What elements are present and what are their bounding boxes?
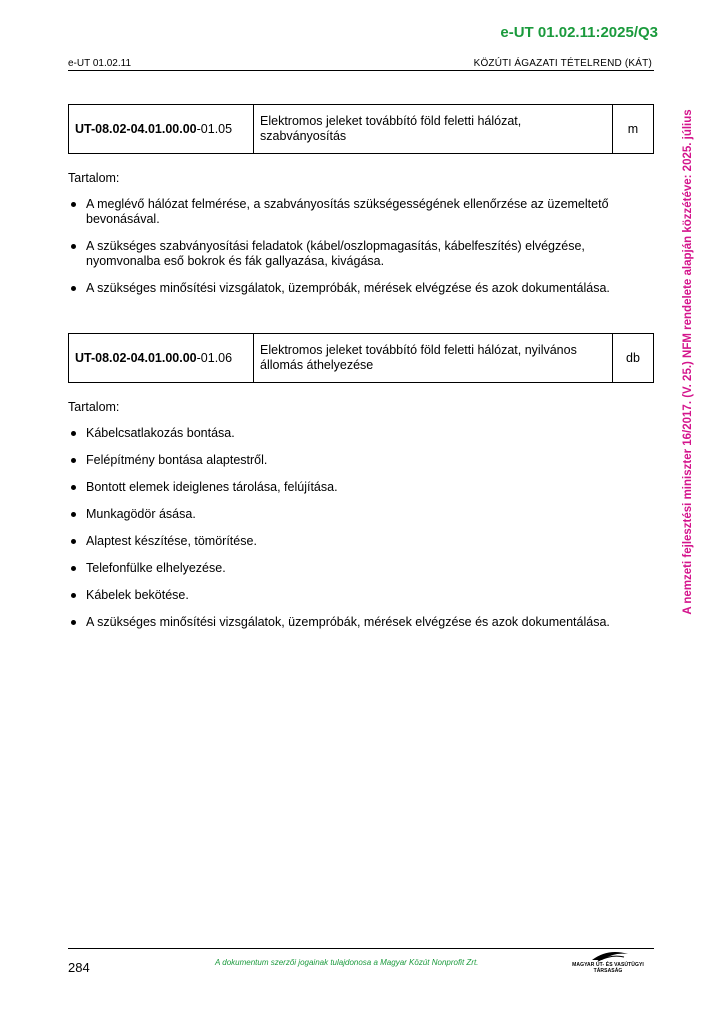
list-item: Munkagödör ásása. bbox=[68, 507, 658, 522]
item-description: Elektromos jeleket továbbító föld feletti hálózat, szabványosítás bbox=[254, 105, 613, 154]
item-unit: m bbox=[613, 105, 654, 154]
item-code: UT-08.02-04.01.00.00-01.06 bbox=[69, 334, 254, 383]
content-list-1 bbox=[68, 197, 658, 308]
content-label: Tartalom: bbox=[68, 400, 120, 414]
item-description: Elektromos jeleket továbbító föld feletti hálózat, nyilvános állomás áthelyezése bbox=[254, 334, 613, 383]
list-item: Bontott elemek ideiglenes tárolása, felújítása. bbox=[68, 480, 658, 495]
copyright-notice: A dokumentum szerzői jogainak tulajdonosa a Magyar Közút Nonprofit Zrt. bbox=[215, 958, 479, 967]
side-publication-note: A nemzeti fejlesztési miniszter 16/2017. (V. 25.) NFM rendelete alapján közzétéve: 2025. július bbox=[682, 109, 694, 615]
item-code: UT-08.02-04.01.00.00-01.05 bbox=[69, 105, 254, 154]
item-table-1 bbox=[68, 104, 654, 154]
list-item: A szükséges minősítési vizsgálatok, üzempróbák, mérések elvégzése és azok dokumentálása. bbox=[68, 615, 658, 630]
header-right: KÖZÚTI ÁGAZATI TÉTELREND (KÁT) bbox=[473, 58, 652, 69]
page-number: 284 bbox=[68, 960, 90, 975]
header-left: e-UT 01.02.11 bbox=[68, 58, 132, 69]
company-logo-text: MAGYAR ÚT- ÉS VASÚTÜGYI TÁRSASÁG bbox=[572, 962, 644, 974]
list-item: Telefonfülke elhelyezése. bbox=[68, 561, 658, 576]
item-table-2 bbox=[68, 333, 654, 383]
content-list-2 bbox=[68, 426, 658, 642]
list-item: A szükséges minősítési vizsgálatok, üzempróbák, mérések elvégzése és azok dokumentálása. bbox=[68, 281, 658, 296]
document-code: e-UT 01.02.11:2025/Q3 bbox=[500, 24, 658, 41]
header-rule bbox=[68, 70, 654, 71]
list-item: A szükséges szabványosítási feladatok (kábel/oszlopmagasítás, kábelfeszítés) elvégzése, nyomvonalba eső bokrok és fák gallyazása, kivágása. bbox=[68, 239, 658, 269]
content-label: Tartalom: bbox=[68, 171, 120, 185]
list-item: Felépítmény bontása alaptestről. bbox=[68, 453, 658, 468]
list-item: Alaptest készítése, tömörítése. bbox=[68, 534, 658, 549]
list-item: Kábelcsatlakozás bontása. bbox=[68, 426, 658, 441]
item-unit: db bbox=[613, 334, 654, 383]
list-item: A meglévő hálózat felmérése, a szabványosítás szükségességének ellenőrzése az üzemeltető bevonásával. bbox=[68, 197, 658, 227]
list-item: Kábelek bekötése. bbox=[68, 588, 658, 603]
